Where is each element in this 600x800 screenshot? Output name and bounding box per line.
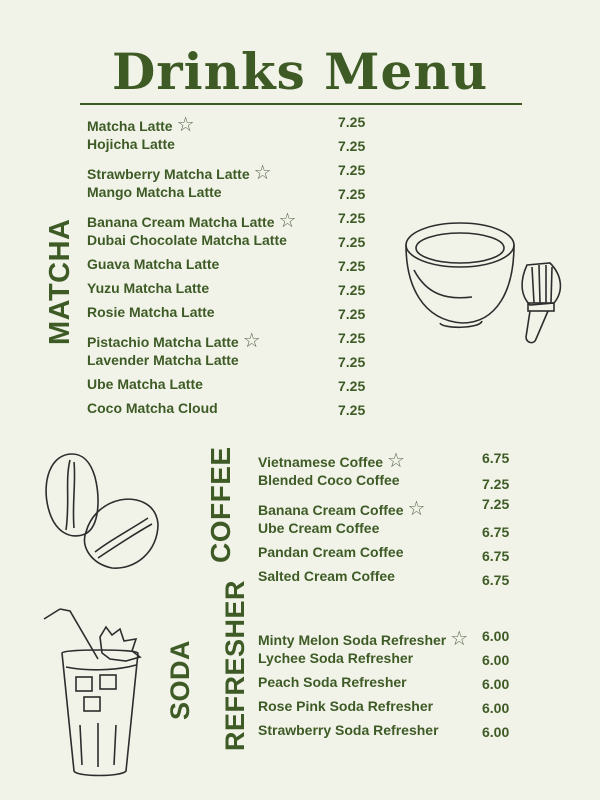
star-icon: ☆ <box>253 162 272 184</box>
matcha-item-price: 7.25 <box>338 378 366 394</box>
refresher-heading: REFRESHER <box>220 579 250 751</box>
matcha-heading: MATCHA <box>44 218 76 345</box>
matcha-item <box>87 136 175 152</box>
soda-item-name: Strawberry Soda Refresher <box>258 722 439 738</box>
matcha-item <box>87 208 296 233</box>
matcha-item-price: 7.25 <box>338 258 366 274</box>
matcha-item-name: Yuzu Matcha Latte <box>87 280 210 296</box>
star-icon: ☆ <box>176 114 195 136</box>
soda-item-name: Peach Soda Refresher <box>258 674 407 690</box>
iced-drink-icon <box>40 605 150 783</box>
matcha-item-name: Strawberry Matcha Latte <box>87 166 250 182</box>
coffee-item-name: Blended Coco Coffee <box>258 472 400 488</box>
matcha-item <box>87 256 219 272</box>
matcha-item-price: 7.25 <box>338 354 366 370</box>
matcha-item <box>87 352 239 368</box>
matcha-item <box>87 112 195 137</box>
matcha-item-price: 7.25 <box>338 402 366 418</box>
coffee-item-name: Banana Cream Coffee <box>258 502 404 518</box>
soda-item-price: 6.00 <box>482 724 510 740</box>
matcha-item <box>87 232 287 248</box>
matcha-item <box>87 376 203 392</box>
matcha-item-name: Lavender Matcha Latte <box>87 352 239 368</box>
coffee-item-price: 7.25 <box>482 476 510 492</box>
coffee-item <box>258 568 395 584</box>
matcha-item-name: Matcha Latte <box>87 118 173 134</box>
matcha-item-name: Dubai Chocolate Matcha Latte <box>87 232 287 248</box>
matcha-item-price: 7.25 <box>338 186 366 202</box>
coffee-item-price: 6.75 <box>482 548 510 564</box>
soda-item-price: 6.00 <box>482 700 510 716</box>
matcha-item-name: Rosie Matcha Latte <box>87 304 215 320</box>
soda-item <box>258 698 433 714</box>
soda-item <box>258 650 413 666</box>
soda-item <box>258 674 407 690</box>
star-icon: ☆ <box>242 330 261 352</box>
menu-title: Drinks Menu <box>111 42 489 101</box>
matcha-item-name: Mango Matcha Latte <box>87 184 222 200</box>
coffee-item-price: 6.75 <box>482 450 510 466</box>
soda-item-name: Rose Pink Soda Refresher <box>258 698 434 714</box>
star-icon: ☆ <box>278 210 297 232</box>
matcha-item-price: 7.25 <box>338 138 366 154</box>
coffee-item-name: Pandan Cream Coffee <box>258 544 404 560</box>
coffee-item <box>258 496 425 521</box>
matcha-item <box>87 280 209 296</box>
matcha-item <box>87 160 272 185</box>
coffee-item-price: 6.75 <box>482 524 510 540</box>
soda-item-price: 6.00 <box>482 676 510 692</box>
soda-heading: SODA <box>165 640 195 721</box>
soda-item-price: 6.00 <box>482 628 510 644</box>
coffee-item <box>258 520 379 536</box>
star-icon: ☆ <box>407 498 426 520</box>
coffee-item <box>258 448 405 473</box>
matcha-item <box>87 400 218 416</box>
coffee-item-name: Vietnamese Coffee <box>258 454 384 470</box>
star-icon: ☆ <box>450 628 469 650</box>
matcha-item-name: Hojicha Latte <box>87 136 175 152</box>
matcha-item-price: 7.25 <box>338 234 366 250</box>
title-underline <box>80 103 522 105</box>
matcha-item-name: Ube Matcha Latte <box>87 376 203 392</box>
matcha-item-name: Banana Cream Matcha Latte <box>87 214 275 230</box>
coffee-item-price: 6.75 <box>482 572 510 588</box>
soda-item-name: Minty Melon Soda Refresher <box>258 632 447 648</box>
soda-item-name: Lychee Soda Refresher <box>258 650 414 666</box>
soda-item <box>258 626 468 651</box>
matcha-item-price: 7.25 <box>338 114 366 130</box>
matcha-item-price: 7.25 <box>338 306 366 322</box>
soda-item-price: 6.00 <box>482 652 510 668</box>
matcha-item <box>87 184 222 200</box>
coffee-item <box>258 472 400 488</box>
matcha-item <box>87 304 215 320</box>
star-icon: ☆ <box>387 450 405 472</box>
coffee-heading: COFFEE <box>205 446 236 563</box>
matcha-item-price: 7.25 <box>338 330 366 346</box>
coffee-item-name: Ube Cream Coffee <box>258 520 380 536</box>
matcha-item-price: 7.25 <box>338 162 366 178</box>
matcha-item <box>87 328 261 353</box>
soda-item <box>258 722 439 738</box>
matcha-item-name: Pistachio Matcha Latte <box>87 334 239 350</box>
matcha-bowl-whisk-icon <box>402 215 578 355</box>
coffee-item <box>258 544 403 560</box>
matcha-item-name: Coco Matcha Cloud <box>87 400 218 416</box>
coffee-item-name: Salted Cream Coffee <box>258 568 395 584</box>
matcha-item-price: 7.25 <box>338 210 366 226</box>
coffee-beans-icon <box>40 452 162 576</box>
matcha-item-name: Guava Matcha Latte <box>87 256 220 272</box>
matcha-item-price: 7.25 <box>338 282 366 298</box>
coffee-item-price: 7.25 <box>482 496 510 512</box>
